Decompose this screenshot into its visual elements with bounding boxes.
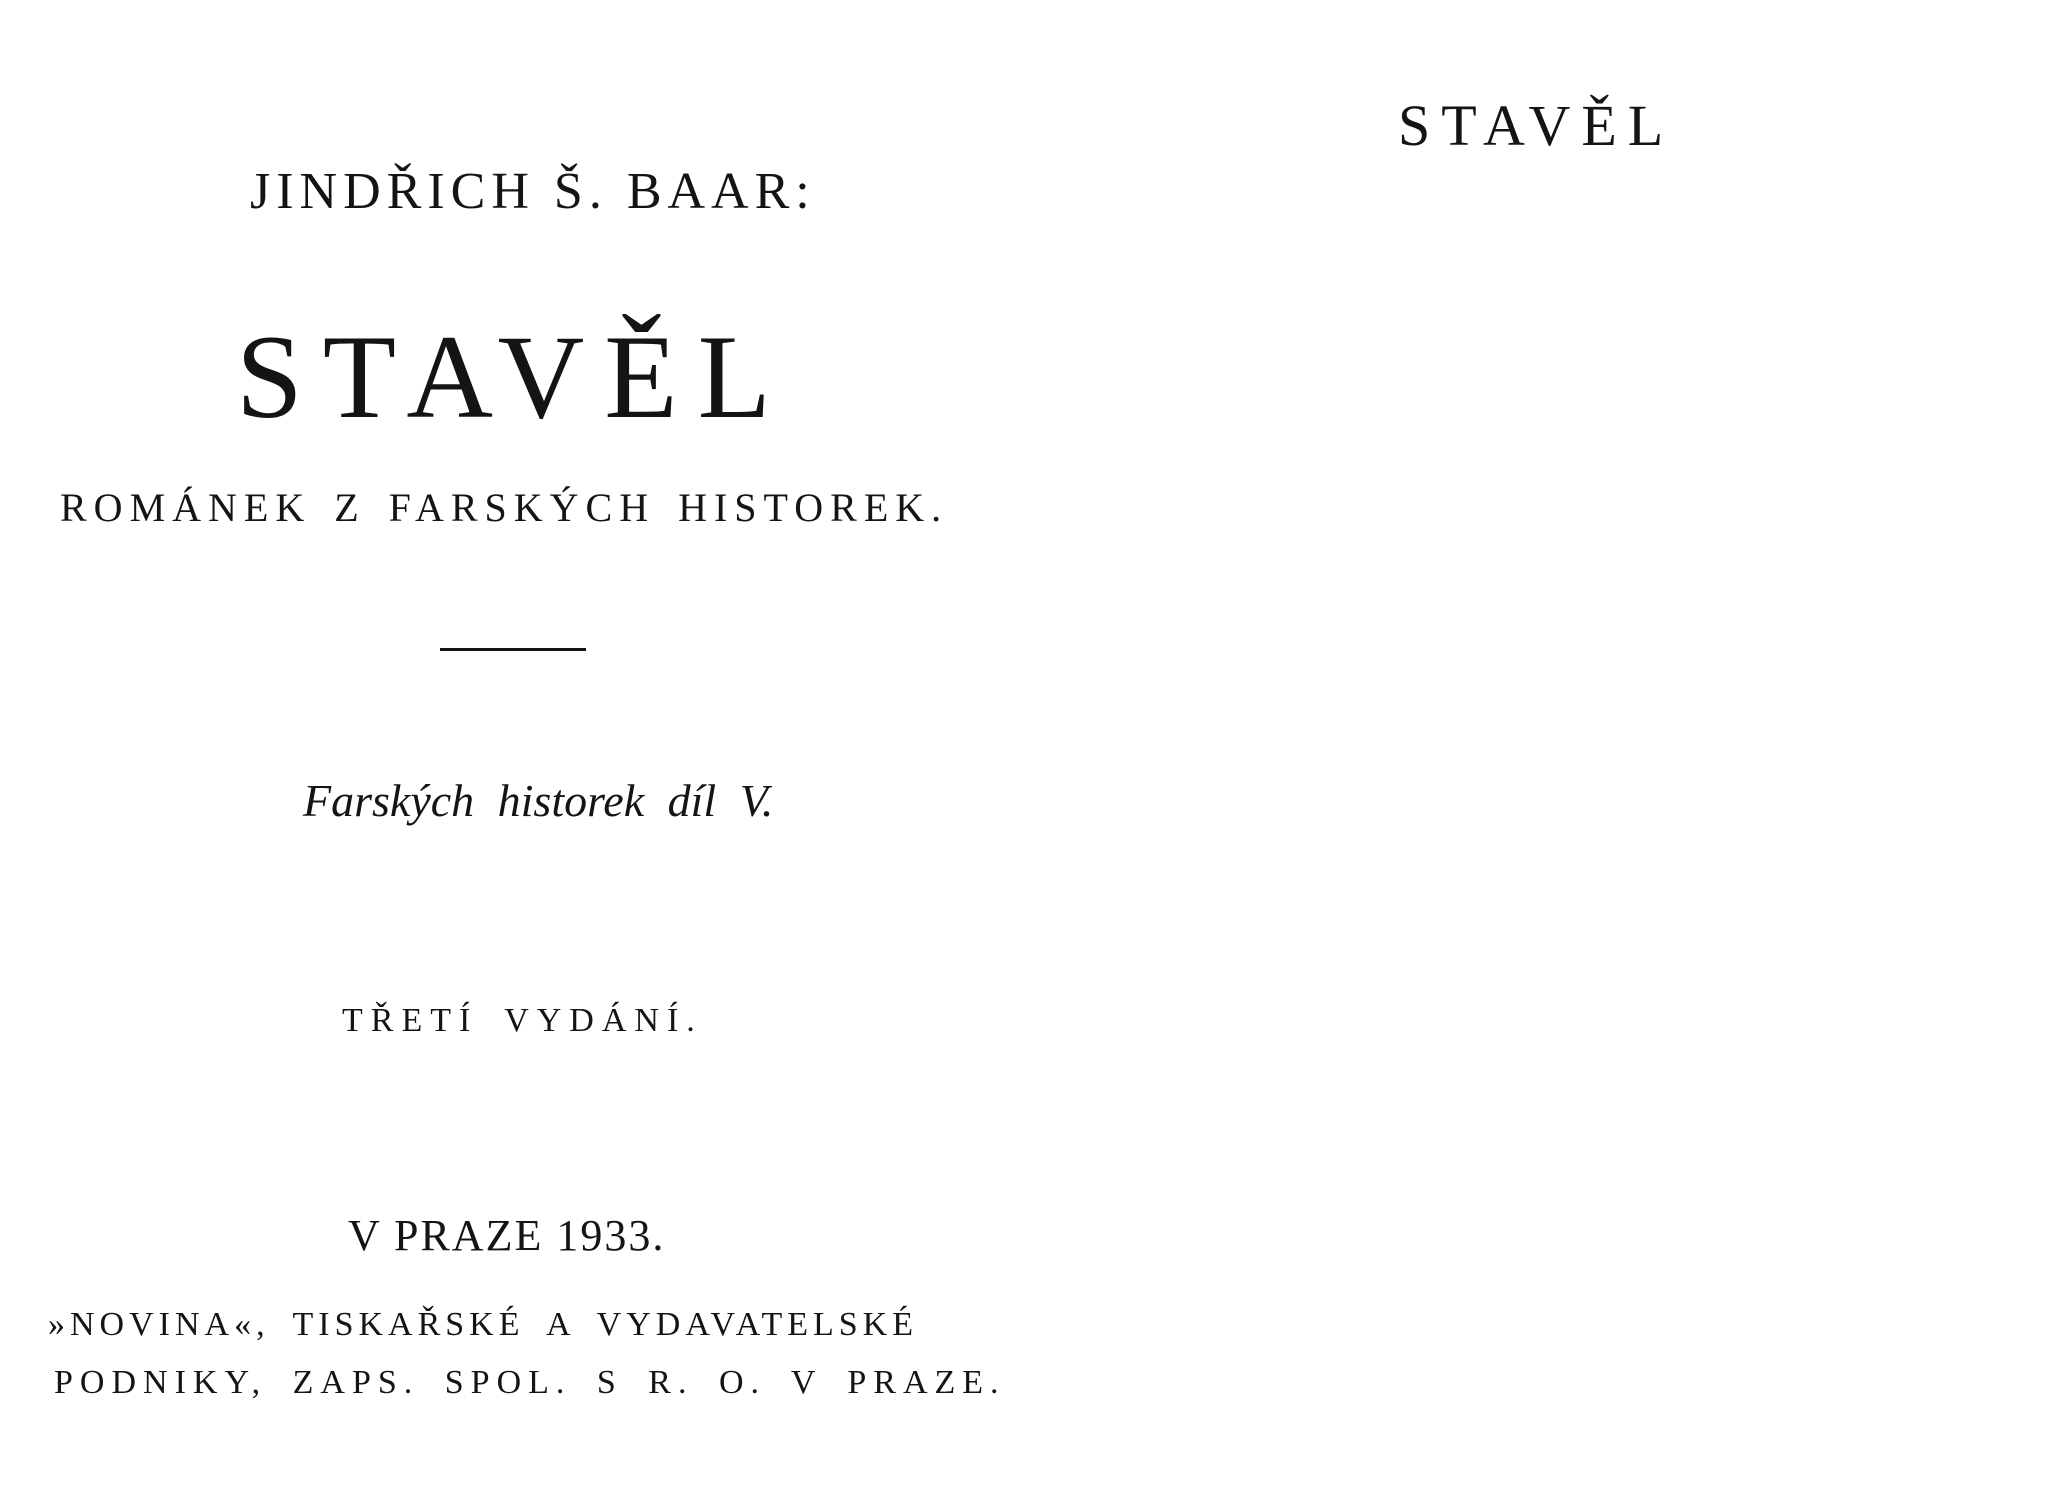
separator-rule [440,648,586,651]
edition-line: TŘETÍ VYDÁNÍ. [342,1002,703,1039]
book-subtitle: ROMÁNEK Z FARSKÝCH HISTOREK. [60,485,949,530]
book-title: STAVĚL [236,310,791,443]
publisher-line-1: »NOVINA«, TISKAŘSKÉ A VYDAVATELSKÉ [48,1306,919,1343]
series-note: Farských historek díl V. [303,775,774,826]
imprint-place-year: V PRAZE 1933. [348,1211,666,1260]
running-header: STAVĚL [1398,93,1675,158]
author-line: JINDŘICH Š. BAAR: [250,163,816,220]
publisher-line-2: PODNIKY, ZAPS. SPOL. S R. O. V PRAZE. [54,1364,1006,1401]
